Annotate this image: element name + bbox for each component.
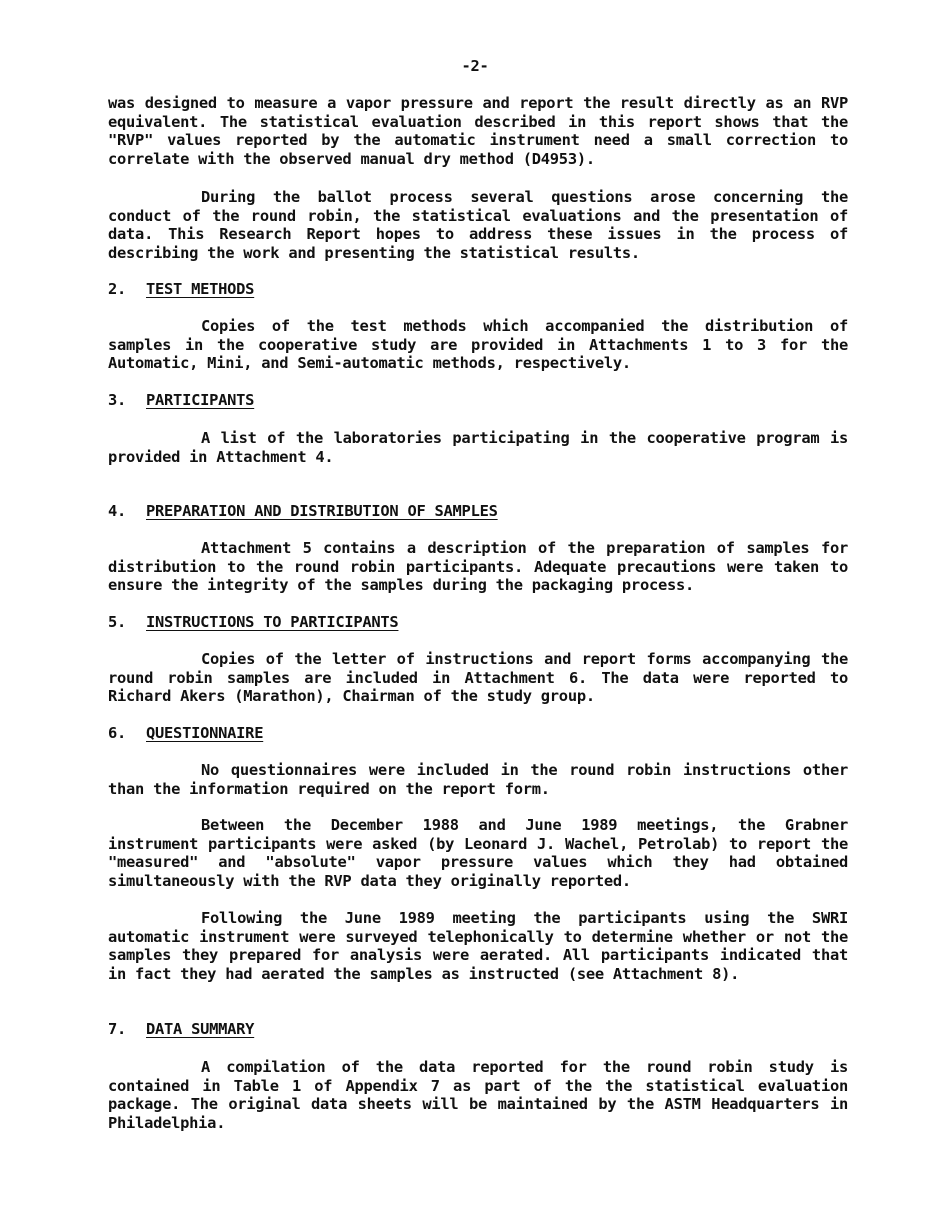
section-heading-test-methods [108, 280, 254, 299]
section-title: TEST METHODS [146, 280, 255, 298]
questionnaire-paragraph-2: Between the December 1988 and June 1989 meetings, the Grabner instrument participants were asked (by Leonard J. Wachel, Petrolab) to report the "measured" and "absolute" vapor pressure values which they had obtained simultaneously with the RVP data they originally reported. [108, 816, 848, 890]
preparation-paragraph: Attachment 5 contains a description of the preparation of samples for distribution to the round robin participants. Adequate precautions were taken to ensure the integrity of the samples during the packaging process. [108, 539, 848, 595]
section-title: INSTRUCTIONS TO PARTICIPANTS [146, 613, 399, 631]
section-heading-participants [108, 391, 254, 410]
section-number: 4. [108, 502, 127, 520]
section-number: 3. [108, 391, 127, 409]
test-methods-paragraph: Copies of the test methods which accompanied the distribution of samples in the cooperative study are provided in Attachments 1 to 3 for the Automatic, Mini, and Semi-automatic methods, respectively. [108, 317, 848, 373]
section-title: PREPARATION AND DISTRIBUTION OF SAMPLES [146, 502, 498, 520]
questionnaire-paragraph-1: No questionnaires were included in the round robin instructions other than the information required on the report form. [108, 761, 848, 798]
section-number: 7. [108, 1020, 127, 1038]
section-title: PARTICIPANTS [146, 391, 255, 409]
section-heading-data-summary [108, 1020, 254, 1039]
section-number: 6. [108, 724, 127, 742]
questionnaire-paragraph-3: Following the June 1989 meeting the participants using the SWRI automatic instrument were surveyed telephonically to determine whether or not the samples they prepared for analysis were aerated. All participants indicated that in fact they had aerated the samples as instructed (see Attachment 8). [108, 909, 848, 983]
page-number: -2- [461, 57, 489, 75]
section-title: DATA SUMMARY [146, 1020, 255, 1038]
section-title: QUESTIONNAIRE [146, 724, 264, 742]
participants-paragraph: A list of the laboratories participating in the cooperative program is provided in Attachment 4. [108, 429, 848, 466]
instructions-paragraph: Copies of the letter of instructions and report forms accompanying the round robin samples are included in Attachment 6. The data were reported to Richard Akers (Marathon), Chairman of the study group. [108, 650, 848, 706]
section-heading-instructions [108, 613, 398, 632]
section-heading-preparation [108, 502, 498, 521]
intro-paragraph-1: was designed to measure a vapor pressure and report the result directly as an RVP equivalent. The statistical evaluation described in this report shows that the "RVP" values reported by the automatic instrument need a small correction to correlate with the observed manual dry method (D4953). [108, 94, 848, 168]
section-number: 5. [108, 613, 127, 631]
data-summary-paragraph: A compilation of the data reported for the round robin study is contained in Table 1 of Appendix 7 as part of the the statistical evaluation package. The original data sheets will be maintained by the ASTM Headquarters in Philadelphia. [108, 1058, 848, 1132]
section-number: 2. [108, 280, 127, 298]
section-heading-questionnaire [108, 724, 263, 743]
intro-paragraph-2: During the ballot process several questions arose concerning the conduct of the round robin, the statistical evaluations and the presentation of data. This Research Report hopes to address these issues in the process of describing the work and presenting the statistical results. [108, 188, 848, 262]
